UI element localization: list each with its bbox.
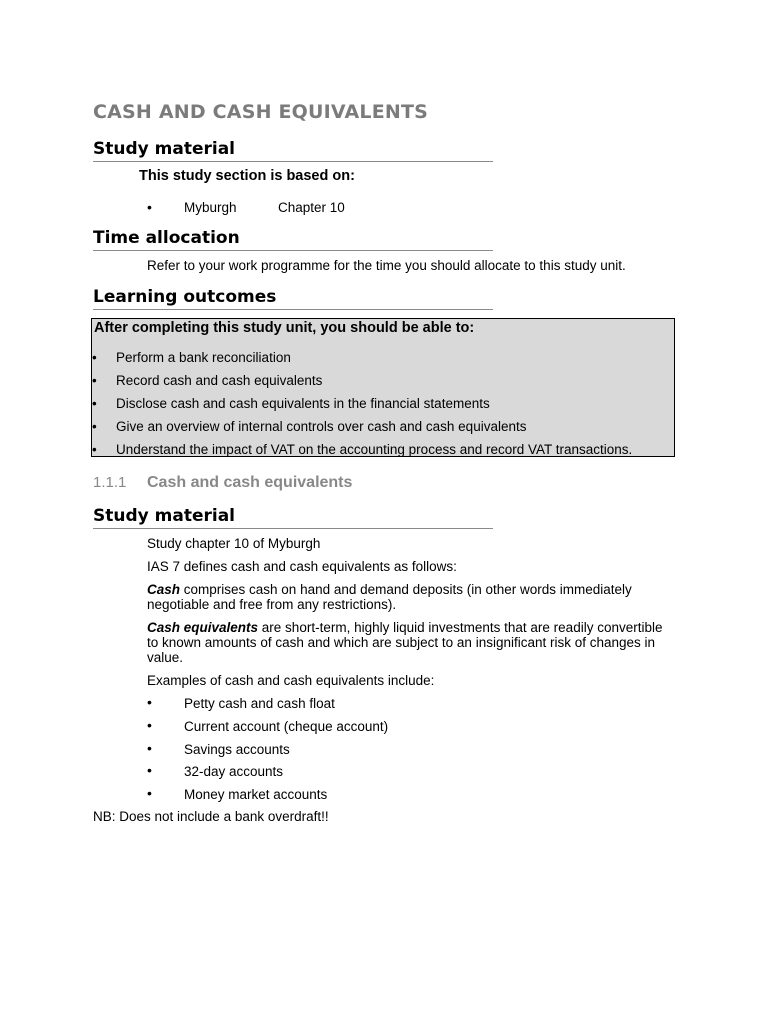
bullet: • bbox=[147, 717, 152, 733]
study-material-heading: Study material bbox=[93, 505, 493, 529]
example-text: Current account (cheque account) bbox=[184, 719, 389, 734]
bullet: • bbox=[147, 199, 152, 215]
example-text: Money market accounts bbox=[184, 787, 328, 802]
bullet: • bbox=[147, 785, 152, 801]
bullet: • bbox=[92, 442, 97, 457]
subsection-number: 1.1.1 bbox=[93, 474, 127, 491]
cash-definition bbox=[147, 582, 677, 612]
cash-definition-text: comprises cash on hand and demand deposits (in other words immediately negotiable and free from any restrictions). bbox=[147, 582, 632, 612]
bullet: • bbox=[92, 396, 97, 411]
outcome-text: Record cash and cash equivalents bbox=[116, 373, 323, 388]
source-chapter: Chapter 10 bbox=[278, 200, 345, 215]
cash-equivalents-definition-text: are short-term, highly liquid investments that are readily convertible to known amounts of cash and which are subject to an insignificant risk of changes in value. bbox=[147, 620, 663, 665]
example-text: 32-day accounts bbox=[184, 764, 284, 779]
subsection-title: Cash and cash equivalents bbox=[147, 474, 353, 491]
examples-intro: Examples of cash and cash equivalents include: bbox=[147, 673, 435, 688]
page-title: CASH AND CASH EQUIVALENTS bbox=[93, 101, 429, 123]
cash-equivalents-term: Cash equivalents bbox=[147, 620, 259, 635]
bullet: • bbox=[92, 419, 97, 434]
time-allocation-text: Refer to your work programme for the time you should allocate to this study unit. bbox=[147, 258, 626, 273]
study-chapter-line: Study chapter 10 of Myburgh bbox=[147, 536, 321, 551]
learning-outcomes-heading: Learning outcomes bbox=[93, 286, 493, 310]
example-text: Petty cash and cash float bbox=[184, 696, 335, 711]
ias7-intro: IAS 7 defines cash and cash equivalents as follows: bbox=[147, 559, 457, 574]
learning-outcomes-intro: After completing this study unit, you should be able to: bbox=[94, 320, 475, 336]
outcome-text: Give an overview of internal controls over cash and cash equivalents bbox=[116, 419, 527, 434]
overdraft-note: NB: Does not include a bank overdraft!! bbox=[93, 809, 329, 824]
outcome-text: Disclose cash and cash equivalents in the financial statements bbox=[116, 396, 490, 411]
learning-outcomes-box bbox=[91, 318, 675, 457]
based-on-label: This study section is based on: bbox=[139, 168, 355, 184]
cash-equivalents-definition bbox=[147, 620, 677, 665]
source-author: Myburgh bbox=[184, 200, 237, 215]
example-text: Savings accounts bbox=[184, 742, 290, 757]
time-allocation-heading: Time allocation bbox=[93, 227, 493, 251]
outcome-text: Perform a bank reconciliation bbox=[116, 350, 291, 365]
cash-term: Cash bbox=[147, 582, 181, 597]
study-material-heading: Study material bbox=[93, 138, 493, 162]
bullet: • bbox=[92, 350, 97, 365]
bullet: • bbox=[147, 762, 152, 778]
bullet: • bbox=[147, 740, 152, 756]
bullet: • bbox=[92, 373, 97, 388]
bullet: • bbox=[147, 694, 152, 710]
outcome-text: Understand the impact of VAT on the accounting process and record VAT transactions. bbox=[116, 442, 633, 457]
